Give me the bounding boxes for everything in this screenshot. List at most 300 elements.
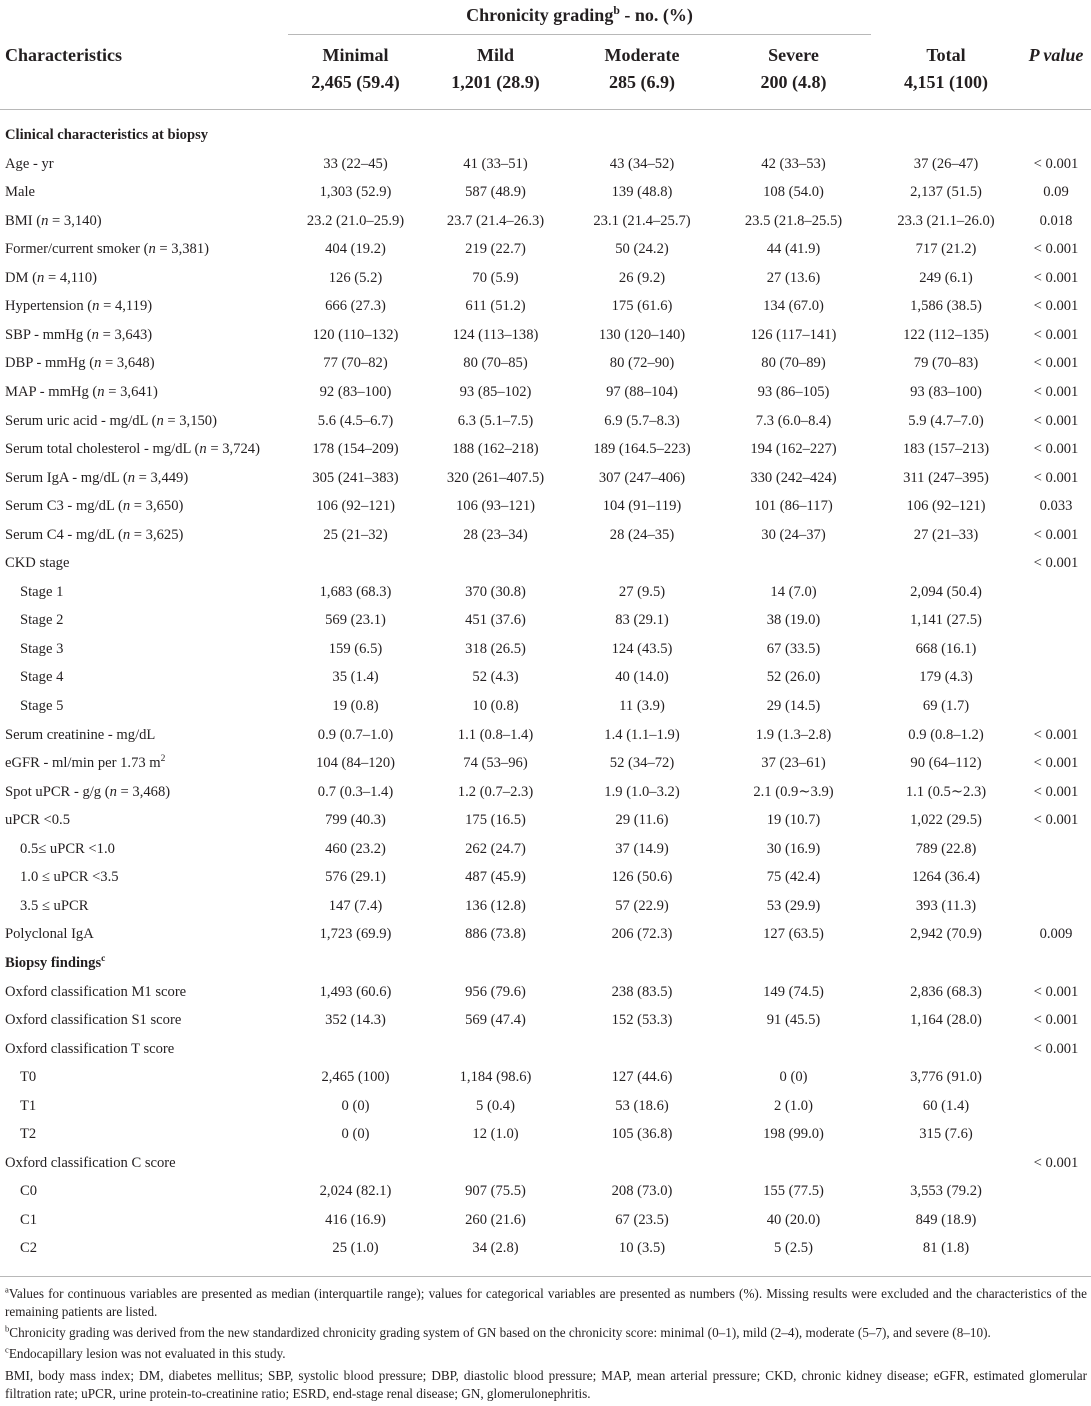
severe-cell: 23.5 (21.8–25.5) <box>744 212 843 229</box>
characteristics-header: Characteristics <box>5 45 122 65</box>
row-label-text: 1.0 ≤ uPCR <3.5 <box>20 869 119 886</box>
total-cell: 249 (6.1) <box>919 269 973 286</box>
minimal-cell: 569 (23.1) <box>325 612 386 629</box>
total-cell: 0.9 (0.8–1.2) <box>908 726 984 743</box>
severe-cell: 194 (162–227) <box>750 441 837 458</box>
row-label <box>5 321 152 350</box>
p-value-cell: < 0.001 <box>1033 812 1079 829</box>
moderate-cell: 23.1 (21.4–25.7) <box>593 212 691 229</box>
column-name: Mild <box>476 45 514 65</box>
minimal-cell: 23.2 (21.0–25.9) <box>306 212 405 229</box>
table-row <box>0 578 1091 607</box>
mild-cell: 10 (0.8) <box>472 698 519 714</box>
total-cell: 2,836 (68.3) <box>910 983 982 1000</box>
minimal-cell: 120 (110–132) <box>312 326 399 343</box>
mild-cell: 28 (23–34) <box>463 526 528 543</box>
row-label-text: BMI ( <box>5 212 42 229</box>
total-cell: 1,586 (38.5) <box>910 298 982 315</box>
total-cell: 311 (247–395) <box>903 469 989 486</box>
row-label <box>5 464 188 493</box>
sample-size-value: = 3,641) <box>104 383 158 400</box>
total-cell: 2,942 (70.9) <box>910 926 982 943</box>
table-row <box>0 235 1091 264</box>
minimal-cell: 0.9 (0.7–1.0) <box>317 726 394 743</box>
moderate-cell: 189 (164.5–223) <box>593 441 691 458</box>
row-label <box>5 349 155 378</box>
minimal-cell: 19 (0.8) <box>332 698 379 714</box>
total-cell: 79 (70–83) <box>913 355 979 372</box>
moderate-cell: 6.9 (5.7–8.3) <box>604 412 680 429</box>
total-cell: 27 (21–33) <box>913 526 979 543</box>
moderate-cell: 26 (9.2) <box>618 269 666 286</box>
mild-cell: 1.2 (0.7–2.3) <box>457 783 534 800</box>
sample-size-symbol: n <box>41 212 49 229</box>
total-cell: 849 (18.9) <box>915 1211 977 1228</box>
p-value-cell: 0.033 <box>1039 498 1073 515</box>
total-cell: 60 (1.4) <box>922 1097 970 1114</box>
sample-size-symbol: n <box>91 326 99 343</box>
severe-cell: 198 (99.0) <box>763 1126 824 1143</box>
minimal-cell: 0 (0) <box>341 1126 370 1143</box>
row-label-text: DBP - mmHg ( <box>5 355 95 372</box>
row-label <box>5 235 209 264</box>
row-label-text: Stage 1 <box>20 583 64 600</box>
minimal-cell: 460 (23.2) <box>325 840 386 857</box>
p-value-cell: 0.09 <box>1043 184 1069 201</box>
mild-cell: 6.3 (5.1–7.5) <box>457 412 534 429</box>
severe-cell: 67 (33.5) <box>766 640 821 657</box>
total-cell: 183 (157–213) <box>902 441 990 458</box>
mild-cell: 52 (4.3) <box>472 669 519 686</box>
table-row <box>0 1234 1091 1263</box>
footnote <box>5 1285 1087 1322</box>
table-row <box>0 292 1091 321</box>
table-row <box>0 464 1091 493</box>
column-header-moderate <box>568 42 716 96</box>
total-cell: 93 (83–100) <box>910 383 982 400</box>
table-row <box>0 178 1091 207</box>
total-cell: 1264 (36.4) <box>911 869 981 886</box>
sample-size-value: = 3,648) <box>101 355 155 372</box>
sample-size-symbol: n <box>94 355 102 372</box>
row-label <box>5 435 260 464</box>
minimal-cell: 104 (84–120) <box>315 755 396 772</box>
total-cell: 106 (92–121) <box>906 498 986 515</box>
moderate-cell: 307 (247–406) <box>598 469 686 486</box>
row-label-text: Serum C3 - mg/dL ( <box>5 498 123 515</box>
total-cell: 23.3 (21.1–26.0) <box>897 212 995 229</box>
mild-cell: 956 (79.6) <box>465 983 526 1000</box>
row-label <box>5 549 69 578</box>
severe-cell: 30 (16.9) <box>766 840 821 857</box>
sample-size-value: = 3,625) <box>130 526 184 543</box>
table-row <box>0 635 1091 664</box>
column-header-total <box>871 42 1021 96</box>
total-cell: 315 (7.6) <box>919 1126 973 1143</box>
row-label-text: Serum uric acid - mg/dL ( <box>5 412 157 429</box>
table-row <box>0 1149 1091 1178</box>
table-row <box>0 549 1091 578</box>
p-value-cell: 0.018 <box>1039 212 1073 229</box>
row-label <box>5 292 152 321</box>
table-row <box>0 978 1091 1007</box>
row-label <box>20 1092 36 1121</box>
row-label <box>5 721 155 750</box>
p-value-cell: < 0.001 <box>1033 241 1079 258</box>
moderate-cell: 238 (83.5) <box>611 983 673 1000</box>
row-label <box>20 1120 36 1149</box>
sample-size-symbol: n <box>109 783 117 800</box>
sample-size-symbol: n <box>156 412 164 429</box>
table-row <box>0 407 1091 436</box>
row-label <box>20 892 88 921</box>
sample-size-symbol: n <box>97 383 105 400</box>
moderate-cell: 206 (72.3) <box>611 926 673 943</box>
mild-cell: 74 (53–96) <box>463 755 528 772</box>
severe-cell: 93 (86–105) <box>757 383 830 400</box>
total-cell: 1,022 (29.5) <box>910 812 982 829</box>
mild-cell: 611 (51.2) <box>465 298 526 315</box>
sample-size-symbol: n <box>199 441 207 458</box>
mild-cell: 370 (30.8) <box>465 583 526 600</box>
row-label <box>5 521 183 550</box>
p-value-cell: < 0.001 <box>1033 755 1079 772</box>
table-row <box>0 435 1091 464</box>
severe-cell: 29 (14.5) <box>766 698 821 714</box>
table-row <box>0 606 1091 635</box>
total-cell: 179 (4.3) <box>919 669 973 686</box>
sample-size-value: = 4,119) <box>99 298 153 315</box>
total-cell: 37 (26–47) <box>913 155 979 172</box>
severe-cell: 330 (242–424) <box>750 469 837 486</box>
table-row <box>0 378 1091 407</box>
mild-cell: 106 (93–121) <box>455 498 536 515</box>
severe-cell: 37 (23–61) <box>761 755 826 772</box>
row-label-text: Former/current smoker ( <box>5 241 149 258</box>
row-label <box>5 492 183 521</box>
severe-cell: 5 (2.5) <box>774 1240 813 1257</box>
footnote-mark: b <box>5 1323 10 1334</box>
p-value-cell: < 0.001 <box>1033 469 1079 486</box>
p-value-cell: < 0.001 <box>1033 526 1079 543</box>
severe-cell: 126 (117–141) <box>750 326 837 343</box>
group-title-footnote-mark: b <box>613 4 620 17</box>
moderate-cell: 105 (36.8) <box>611 1126 673 1143</box>
table-row <box>0 1177 1091 1206</box>
p-value-cell: < 0.001 <box>1033 383 1079 400</box>
table-row <box>0 1092 1091 1121</box>
row-label-text: C0 <box>20 1183 38 1200</box>
mild-cell: 569 (47.4) <box>465 1012 526 1029</box>
row-label <box>20 1177 37 1206</box>
mild-cell: 1.1 (0.8–1.4) <box>457 726 534 743</box>
total-cell: 3,553 (79.2) <box>910 1183 982 1200</box>
row-label-text: Stage 4 <box>20 669 64 686</box>
table-row <box>0 692 1091 721</box>
severe-cell: 52 (26.0) <box>766 669 821 686</box>
moderate-cell: 152 (53.3) <box>611 1012 673 1029</box>
sample-size-symbol: n <box>148 241 156 258</box>
mild-cell: 124 (113–138) <box>452 326 539 343</box>
p-value-cell: < 0.001 <box>1033 412 1079 429</box>
sample-size-value: = 3,650) <box>130 498 184 515</box>
sample-size-value: = 3,643) <box>98 326 153 343</box>
moderate-cell: 1.9 (1.0–3.2) <box>604 783 680 800</box>
severe-cell: 19 (10.7) <box>766 812 821 829</box>
p-value-cell: < 0.001 <box>1033 441 1079 458</box>
row-label <box>20 663 63 692</box>
group-title: Chronicity grading <box>466 5 614 25</box>
table-row <box>0 1035 1091 1064</box>
minimal-cell: 147 (7.4) <box>328 897 383 914</box>
moderate-cell: 80 (72–90) <box>609 355 675 372</box>
moderate-cell: 11 (3.9) <box>619 698 665 714</box>
row-label-text: Serum C4 - mg/dL ( <box>5 526 123 543</box>
mild-cell: 318 (26.5) <box>465 640 526 657</box>
row-label-text: Male <box>5 184 35 201</box>
total-cell: 1,141 (27.5) <box>910 612 982 629</box>
row-label-text: uPCR <0.5 <box>5 812 71 829</box>
sample-size-value: = 3,381) <box>155 241 209 258</box>
row-label-text: Stage 5 <box>20 698 64 714</box>
table-row <box>0 863 1091 892</box>
severe-cell: 42 (33–53) <box>761 155 826 172</box>
column-count: 4,151 (100) <box>904 72 988 92</box>
table-row <box>0 920 1091 949</box>
mild-cell: 41 (33–51) <box>463 155 528 172</box>
moderate-cell: 67 (23.5) <box>615 1211 669 1228</box>
moderate-cell: 28 (24–35) <box>609 526 675 543</box>
row-label <box>20 1234 37 1263</box>
column-count: 1,201 (28.9) <box>451 72 540 92</box>
sample-size-symbol: n <box>92 298 100 315</box>
mild-cell: 12 (1.0) <box>472 1126 519 1143</box>
table-row <box>0 521 1091 550</box>
row-label <box>20 1206 37 1235</box>
minimal-cell: 2,465 (100) <box>321 1069 390 1086</box>
minimal-cell: 5.6 (4.5–6.7) <box>317 412 394 429</box>
moderate-cell: 1.4 (1.1–1.9) <box>604 726 680 743</box>
mild-cell: 451 (37.6) <box>465 612 526 629</box>
minimal-cell: 1,723 (69.9) <box>319 926 392 943</box>
row-label <box>5 264 97 293</box>
superscript: c <box>101 954 106 965</box>
column-header-p-value: P value <box>1028 45 1084 65</box>
severe-cell: 2.1 (0.9∼3.9) <box>753 783 834 800</box>
row-label-text: Stage 2 <box>20 612 64 629</box>
table-row <box>0 749 1091 778</box>
p-value-cell: < 0.001 <box>1033 355 1079 372</box>
minimal-cell: 35 (1.4) <box>332 669 379 686</box>
moderate-cell: 57 (22.9) <box>615 897 669 914</box>
sample-size-value: = 3,724) <box>206 441 260 458</box>
moderate-cell: 130 (120–140) <box>598 326 686 343</box>
row-label-text: Polyclonal IgA <box>5 926 94 943</box>
sample-size-symbol: n <box>122 526 131 543</box>
table-row <box>0 663 1091 692</box>
p-value-cell: < 0.001 <box>1033 1012 1079 1029</box>
row-label-text: CKD stage <box>5 555 70 572</box>
severe-cell: 38 (19.0) <box>766 612 821 629</box>
row-label-text: C1 <box>20 1211 38 1228</box>
mild-cell: 886 (73.8) <box>465 926 526 943</box>
row-label <box>20 835 115 864</box>
minimal-cell: 1,493 (60.6) <box>319 983 392 1000</box>
total-cell: 1.1 (0.5∼2.3) <box>905 783 987 800</box>
column-header-mild <box>423 42 568 96</box>
total-cell: 3,776 (91.0) <box>910 1069 982 1086</box>
minimal-cell: 305 (241–383) <box>312 469 399 486</box>
moderate-cell: 43 (34–52) <box>609 155 675 172</box>
row-label <box>5 949 105 978</box>
severe-cell: 30 (24–37) <box>761 526 826 543</box>
p-value-cell: < 0.001 <box>1033 783 1079 800</box>
minimal-cell: 159 (6.5) <box>328 640 383 657</box>
total-cell: 668 (16.1) <box>915 640 977 657</box>
row-label <box>5 978 186 1007</box>
moderate-cell: 50 (24.2) <box>615 241 669 258</box>
mild-cell: 175 (16.5) <box>465 812 526 829</box>
mild-cell: 23.7 (21.4–26.3) <box>446 212 545 229</box>
p-value-cell: < 0.001 <box>1033 726 1079 743</box>
minimal-cell: 126 (5.2) <box>328 269 383 286</box>
group-header-rule <box>288 34 871 35</box>
table-row <box>0 1206 1091 1235</box>
row-label-text: Oxford classification M1 score <box>5 983 187 1000</box>
row-label-text: C2 <box>20 1240 38 1257</box>
table-row <box>0 207 1091 236</box>
sample-size-symbol: n <box>127 469 135 486</box>
minimal-cell: 1,683 (68.3) <box>319 583 392 600</box>
mild-cell: 262 (24.7) <box>465 840 526 857</box>
footnote-text: Chronicity grading was derived from the new standardized chronicity grading system of GN based on the chronicity score: minimal (0–1), mild (2–4), moderate (5–7), and severe (8–10). <box>9 1325 991 1340</box>
minimal-cell: 799 (40.3) <box>325 812 386 829</box>
p-value-cell: < 0.001 <box>1033 1154 1079 1171</box>
mild-cell: 260 (21.6) <box>465 1211 526 1228</box>
minimal-cell: 92 (83–100) <box>319 383 392 400</box>
row-label <box>5 778 170 807</box>
table-row <box>0 1063 1091 1092</box>
row-label-text: Spot uPCR - g/g ( <box>5 783 110 800</box>
severe-cell: 134 (67.0) <box>763 298 824 315</box>
row-label-text: Biopsy findings <box>5 954 102 971</box>
mild-cell: 587 (48.9) <box>465 184 526 201</box>
minimal-cell: 0 (0) <box>341 1097 370 1114</box>
moderate-cell: 53 (18.6) <box>615 1097 669 1114</box>
minimal-cell: 106 (92–121) <box>315 498 396 515</box>
row-label <box>5 178 35 207</box>
minimal-cell: 0.7 (0.3–1.4) <box>317 783 394 800</box>
sample-size-value: = 4,110) <box>44 269 98 286</box>
table-row <box>0 150 1091 179</box>
total-cell: 122 (112–135) <box>903 326 989 343</box>
row-label <box>20 863 119 892</box>
minimal-cell: 33 (22–45) <box>323 155 388 172</box>
table-row <box>0 321 1091 350</box>
mild-cell: 80 (70–85) <box>463 355 528 372</box>
severe-cell: 101 (86–117) <box>754 498 833 515</box>
table-row <box>0 492 1091 521</box>
severe-cell: 40 (20.0) <box>766 1211 821 1228</box>
sample-size-symbol: n <box>37 269 45 286</box>
superscript: 2 <box>160 754 166 765</box>
severe-cell: 44 (41.9) <box>766 241 821 258</box>
severe-cell: 80 (70–89) <box>761 355 826 372</box>
mild-cell: 907 (75.5) <box>465 1183 526 1200</box>
row-label-text: Stage 3 <box>20 640 64 657</box>
p-value-cell: < 0.001 <box>1033 555 1079 572</box>
minimal-cell: 178 (154–209) <box>312 441 399 458</box>
table-row <box>0 892 1091 921</box>
moderate-cell: 124 (43.5) <box>611 640 673 657</box>
footnote <box>5 1345 1087 1363</box>
row-label-text: eGFR - ml/min per 1.73 m <box>5 755 161 772</box>
row-label-text: MAP - mmHg ( <box>5 383 98 400</box>
total-cell: 1,164 (28.0) <box>910 1012 982 1029</box>
p-value-cell: 0.009 <box>1039 926 1073 943</box>
footnote-mark: c <box>5 1344 9 1355</box>
minimal-cell: 416 (16.9) <box>325 1211 386 1228</box>
table-row <box>0 1120 1091 1149</box>
moderate-cell: 37 (14.9) <box>615 840 669 857</box>
row-label-text: Serum IgA - mg/dL ( <box>5 469 128 486</box>
row-label <box>5 121 208 150</box>
moderate-cell: 175 (61.6) <box>611 298 673 315</box>
total-cell: 2,137 (51.5) <box>910 184 982 201</box>
minimal-cell: 404 (19.2) <box>325 241 386 258</box>
mild-cell: 188 (162–218) <box>452 441 539 458</box>
row-label-text: T0 <box>20 1069 37 1086</box>
table-row <box>0 264 1091 293</box>
row-label <box>5 749 165 778</box>
severe-cell: 27 (13.6) <box>766 269 821 286</box>
row-label-text: Hypertension ( <box>5 298 93 315</box>
total-cell: 81 (1.8) <box>922 1240 970 1257</box>
moderate-cell: 29 (11.6) <box>615 812 669 829</box>
total-cell: 90 (64–112) <box>910 755 982 772</box>
p-value-cell: < 0.001 <box>1033 983 1079 1000</box>
table-row <box>0 806 1091 835</box>
sample-size-value: = 3,140) <box>48 212 102 229</box>
row-label-text: Oxford classification C score <box>5 1154 176 1171</box>
row-label-text: 3.5 ≤ uPCR <box>20 897 89 914</box>
column-header-severe <box>716 42 871 96</box>
moderate-cell: 52 (34–72) <box>609 755 675 772</box>
footnote-text: Endocapillary lesion was not evaluated in this study. <box>8 1346 286 1361</box>
row-label <box>5 1035 174 1064</box>
minimal-cell: 666 (27.3) <box>325 298 386 315</box>
p-value-cell: < 0.001 <box>1033 298 1079 315</box>
row-label <box>5 378 158 407</box>
minimal-cell: 1,303 (52.9) <box>319 184 392 201</box>
severe-cell: 0 (0) <box>779 1069 808 1086</box>
severe-cell: 2 (1.0) <box>774 1097 813 1114</box>
total-cell: 717 (21.2) <box>915 241 977 258</box>
total-cell: 2,094 (50.4) <box>910 583 982 600</box>
row-label <box>5 407 217 436</box>
minimal-cell: 352 (14.3) <box>325 1012 386 1029</box>
footnote-text: Values for continuous variables are presented as median (interquartile range); values for categorical variables are presented as numbers (%). Missing results were excluded and the characteristics of the remaining patients are listed. <box>5 1286 1087 1320</box>
p-value-cell: < 0.001 <box>1033 155 1079 172</box>
moderate-cell: 10 (3.5) <box>618 1240 666 1257</box>
row-label-text: Oxford classification T score <box>5 1040 175 1057</box>
total-cell: 5.9 (4.7–7.0) <box>908 412 984 429</box>
minimal-cell: 25 (1.0) <box>332 1240 379 1257</box>
table-row <box>0 349 1091 378</box>
table-row <box>0 835 1091 864</box>
mild-cell: 320 (261–407.5) <box>446 469 545 486</box>
total-cell: 789 (22.8) <box>915 840 977 857</box>
